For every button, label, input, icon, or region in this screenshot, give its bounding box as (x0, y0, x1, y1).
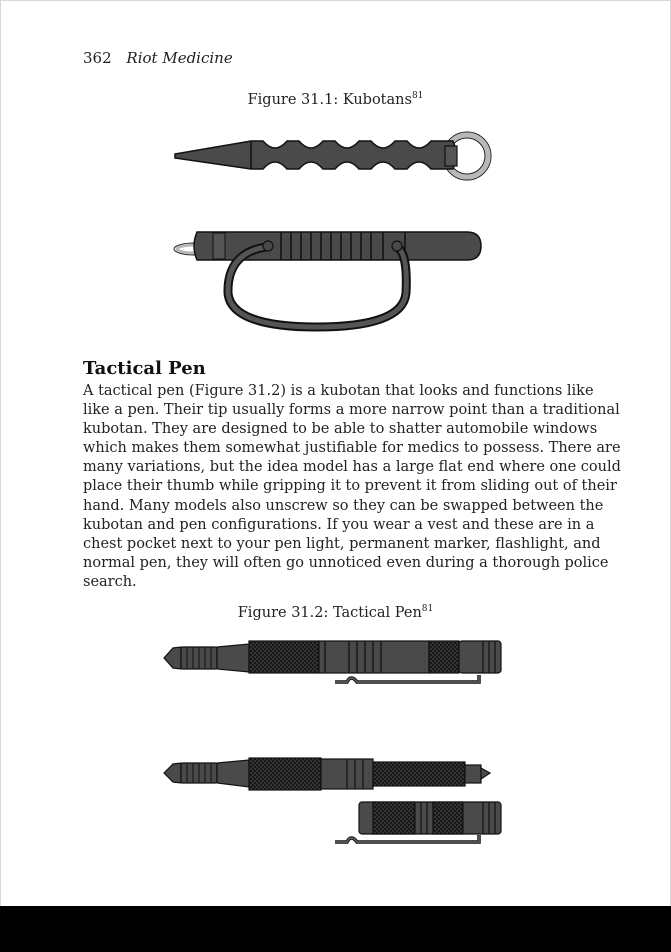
footnote-ref: 81 (411, 91, 424, 101)
figure-31-2-caption (1, 605, 670, 621)
section-heading: Tactical Pen (83, 358, 206, 379)
paragraph-line: chest pocket next to your pen light, permanent marker, flashlight, and (83, 535, 601, 552)
paragraph-line: kubotan. They are designed to be able to shatter automobile windows (83, 421, 598, 438)
page-number: 362 (83, 49, 112, 67)
paragraph-line: normal pen, they will often go unnoticed even during a thorough police (83, 554, 609, 571)
figure-31-1-caption-text: Figure 31.1: Kubotans (247, 92, 412, 108)
viewer-bottom-bar (0, 906, 671, 952)
paragraph-line: kubotan and pen configurations. If you wear a vest and these are in a (83, 516, 595, 533)
grooved-kubotan (174, 232, 481, 327)
body-paragraph (83, 382, 621, 592)
tactical-pen-cap (335, 802, 501, 842)
paragraph-line: many variations, but the idea model has a large flat end where one could (83, 459, 621, 476)
paragraph-line: hand. Many models also unscrew so they can be swapped between the (83, 497, 604, 514)
figure-31-2-caption-text: Figure 31.2: Tactical Pen (237, 605, 422, 621)
paragraph-line: A tactical pen (Figure 31.2) is a kubotan that looks and functions like (83, 383, 594, 399)
tactical-pen-open (164, 758, 490, 790)
paragraph-line: which makes them somewhat justifiable for medics to possess. There are (83, 440, 621, 457)
footnote-ref: 81 (421, 604, 434, 614)
running-title: Riot Medicine (126, 49, 233, 67)
paragraph-line: search. (83, 573, 137, 590)
spiked-kubotan (175, 132, 491, 180)
paragraph-line: place their thumb while gripping it to prevent it from sliding out of their (83, 478, 617, 495)
tactical-pen-assembled (164, 641, 501, 682)
paragraph-line: like a pen. Their tip usually forms a more narrow point than a traditional (83, 402, 620, 419)
